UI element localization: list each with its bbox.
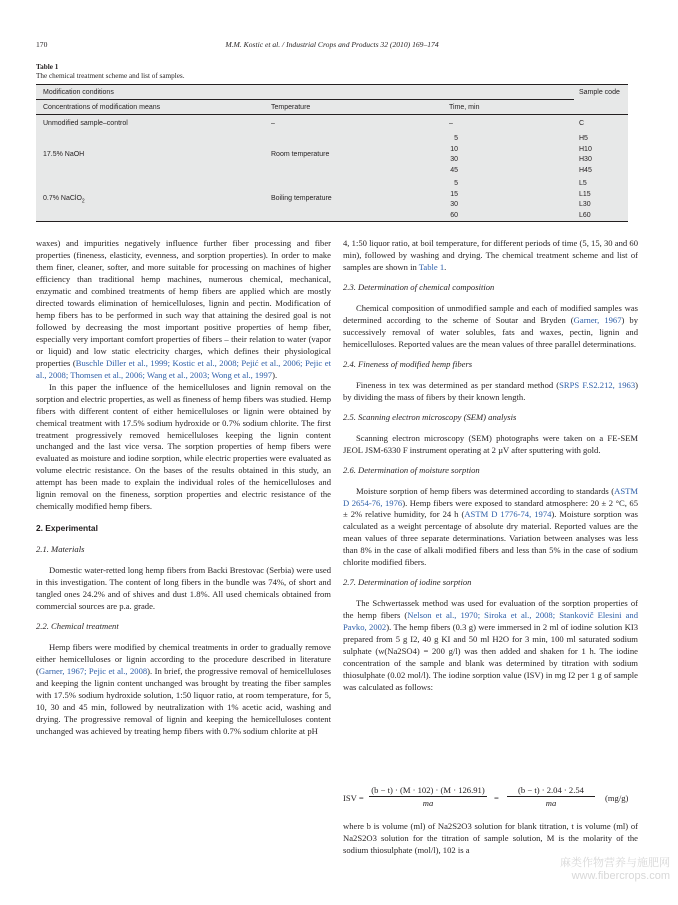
table-cell: L30 xyxy=(579,201,591,209)
table-cell: 5 xyxy=(454,135,458,142)
subsection-heading: 2.4. Fineness of modified hemp fibers xyxy=(343,358,473,369)
section-heading: 2. Experimental xyxy=(36,523,98,534)
subsection-heading: 2.6. Determination of moisture sorption xyxy=(343,464,480,475)
left-column xyxy=(36,238,331,738)
table-cell: H30 xyxy=(579,156,592,164)
table-cell: H10 xyxy=(579,145,592,153)
table-cell: 5 xyxy=(454,180,458,187)
formula-denominator: ma xyxy=(422,798,434,808)
formula-numerator: (b − t) · 2.04 · 2.54 xyxy=(507,785,595,797)
table-cell: H45 xyxy=(579,166,592,174)
paragraph: Scanning electron microscopy (SEM) photographs were taken on a FE-SEM JEOL JSM-6330 F instrument operating at 2 µV after sputtering with gold. xyxy=(343,432,638,455)
table-cell: 60 xyxy=(450,211,458,219)
formula-unit: (mg/g) xyxy=(605,793,629,803)
table-link[interactable]: Table 1 xyxy=(418,261,445,272)
journal-citation: M.M. Kostic et al. / Industrial Crops and Products 32 (2010) 169–174 xyxy=(225,40,439,49)
paragraph: 4, 1:50 liquor ratio, at boil temperature, for different periods of time (5, 15, 30 and 60 min), followed by washing and drying. The chemical treatment scheme and list of samples are shown in Table 1. xyxy=(343,238,638,272)
subsection-heading: 2.7. Determination of iodine sorption xyxy=(343,577,472,588)
table-cell: Boiling temperature xyxy=(271,195,332,202)
citation-link[interactable]: Garner, 1967; Pejic et al., 2008 xyxy=(38,666,148,676)
table-cell: Room temperature xyxy=(271,151,330,158)
table-cell: L15 xyxy=(579,190,591,198)
table-cell: 30 xyxy=(450,156,458,164)
watermark xyxy=(560,857,670,883)
right-column-tail xyxy=(343,821,638,857)
formula-equals: = xyxy=(494,793,499,803)
subsection-heading: 2.2. Chemical treatment xyxy=(36,621,119,632)
watermark-line: www.fibercrops.com xyxy=(571,870,670,882)
paragraph: Hemp fibers were modified by chemical treatments in order to gradually remove either hemicelluloses or lignin according to the procedure described in literature (Garner, 1967; Pejic et al., 2008). In brief, the progressive removal of hemicelluloses and keeping the lignin content unchanged was brought by treating the fiber samples with 17.5% sodium hydroxide solution, 1:50 liquor ratio, at room temperature, for 5, 10, 30 and 45 min, followed by neutralization with 1% acetic acid, washing and drying. The progressive removal of lignin and keeping the hemicelluloses content unchanged was achieved by treating hemp fibers with 0.7% sodium chlorite at pH xyxy=(36,642,331,736)
table-group-header: Modification conditions xyxy=(43,89,114,96)
formula-lhs: ISV = xyxy=(343,793,364,803)
table-col-header: Time, min xyxy=(449,104,480,111)
running-header xyxy=(36,40,628,52)
formula-numerator: (b − t) · (M · 102) · (M · 126.91) xyxy=(369,785,487,797)
paragraph: Chemical composition of unmodified sample and each of modified samples was determined according to the scheme of Soutar and Bryden (Garner, 1967) by successively removal of water solubles, fats and waxes, pectin, lignin and hemicelluloses. Reported values are the mean values of three parallel determinations. xyxy=(343,302,638,349)
table-rule-group xyxy=(36,99,574,100)
table-cell: 17.5% NaOH xyxy=(43,151,85,158)
table-cell: L5 xyxy=(579,180,587,187)
paragraph: waxes) and impurities negatively influence further fiber processing and fiber properties (fineness, elasticity, evenness, and sorption properties). In order to make them finer, cleaner, softer, and more suitable for processing on machines of higher efficiency than traditional hemp machines, numerous chemical, mechanical, enzymatic and combined treatments of hemp fibers are applied which are mostly directed towards elimination of hemicelluloses, lignin and pectin. Modification of hemp fibers has to be performed in such way that attaining the desired goal is not followed by decreasing the most important positive properties of hemp fiber, especially very important comfort properties of fibers – their relation to water (vapor or liquid) and low static electricity charges, which defines their physiological properties (Buschle Diller et al., 1999; Kostic et al., 2008; Pejić et al., 2006; Pejic et al., 2008; Thomsen et al., 2006; Wang et al., 2003; Wong et al., 1997). xyxy=(36,238,331,380)
table-caption: The chemical treatment scheme and list of samples. xyxy=(36,72,185,80)
table-cell: 10 xyxy=(450,145,458,153)
formula-fraction-2 xyxy=(507,785,595,808)
table-cell: – xyxy=(271,120,275,127)
subsection-heading: 2.3. Determination of chemical composition xyxy=(343,281,495,292)
paragraph: where b is volume (ml) of Na2S2O3 solution for blank titration, t is volume (ml) of Na2S2O3 solution for the titration of sample solution, M is the molarity of the sodium thiosulphate (mol/l), 102 is a xyxy=(343,821,638,855)
table-rule-header xyxy=(36,114,628,115)
table-cell: 0.7% NaClO$_2$ xyxy=(43,195,85,205)
table-col-header: Temperature xyxy=(271,104,311,111)
subsection-heading: 2.5. Scanning electron microscopy (SEM) analysis xyxy=(343,411,517,422)
table-rule-bottom xyxy=(36,221,628,222)
table-cell: 45 xyxy=(450,166,458,174)
table-cell: 15 xyxy=(450,190,458,198)
table-cell: H5 xyxy=(579,135,588,142)
table-rule-top xyxy=(36,84,628,85)
table-cell: Unmodified sample–control xyxy=(43,120,128,127)
table-col-header: Concentrations of modification means xyxy=(43,104,161,111)
subsection-heading: 2.1. Materials xyxy=(36,544,85,555)
table-title: Table 1 xyxy=(36,63,59,71)
watermark-line: 麻类作物营养与施肥网 xyxy=(560,857,670,869)
citation-link[interactable]: Garner, 1967 xyxy=(573,314,622,325)
citation-link[interactable]: Nelson et al., 1970; Siroka et al., 2008; Stankovič Elesini and Pavko, 2002 xyxy=(343,610,638,633)
formula-fraction-1 xyxy=(369,785,487,808)
citation-link[interactable]: ASTM D 2654-76, 1976 xyxy=(343,485,638,508)
page-number: 170 xyxy=(36,40,48,49)
paragraph: Fineness in tex was determined as per standard method (SRPS F.S2.212, 1963) by dividing the mass of fibers by their known length. xyxy=(343,379,638,402)
table-sample-code-header: Sample code xyxy=(579,89,620,96)
paragraph: Moisture sorption of hemp fibers was determined according to standards (ASTM D 2654-76, 1976). Hemp fibers were exposed to standard atmosphere: 20 ± 2 °C, 65 ± 2% relative humidity, for 24 h (ASTM D 1776-74, 1974). Moisture sorption was calculated as a weight percentage of absolute dry material. Reported values are the mean values of three separate determinations. Variation between analyses was less than 8% in the case of alkali modified fibers and less than 5% in the case of sodium chlorite modified fibers. xyxy=(343,485,638,568)
table-cell: 30 xyxy=(450,201,458,209)
formula-denominator: ma xyxy=(545,798,557,808)
citation-link[interactable]: ASTM D 1776-74, 1974 xyxy=(464,509,552,520)
paragraph: The Schwertassek method was used for evaluation of the sorption properties of the hemp fibers (Nelson et al., 1970; Siroka et al., 2008; Stankovič Elesini and Pavko, 2002). The hemp fibers (0.3 g) were immersed in 2 ml of iodine solution KI3 prepared from 5 g I2, 40 g KI and 50 ml H2O for 3 min, 100 ml saturated sodium sulphate (w(Na2SO4) = 200 g/l) was then added and shaken for 1 h. The iodine concentration of the sample and blank was determined by titration with sodium thiosulphate (0.02 mol/l). The iodine sorption value (ISV) in mg I2 per 1 g of sample was calculated as follows: xyxy=(343,598,638,693)
right-column xyxy=(343,238,638,694)
citation-link[interactable]: Buschle Diller et al., 1999; Kostic et al., 2008; Pejić et al., 2006; Pejic et al., 2008; Thomsen et al., 2006; Wang et al., 2003; Wong et al., 1997 xyxy=(36,357,331,380)
table-cell: L60 xyxy=(579,211,591,219)
paragraph: Domestic water-retted long hemp fibers from Backi Brestovac (Serbia) were used in this investigation. The content of long fibers in the bundle was 74%, of short and tangled ones 24.2% and of shives and dust 1.8%. All used chemicals obtained from commercial sources are p.a. grade. xyxy=(36,565,331,612)
citation-link[interactable]: SRPS F.S2.212, 1963 xyxy=(559,379,636,390)
table-cell: – xyxy=(449,120,453,127)
paragraph: In this paper the influence of the hemicelluloses and lignin removal on the sorption and electric properties, as well as fineness of hemp fibers was studied. Hemp fibers with different content of either hemicelluloses or lignin were obtained by chemical treatment with 17.5% sodium hydroxide or 0.7% sodium chlorite. The first treatment progressively removed hemicelluloses keeping the lignin content unchanged and the last vice versa. The sorption properties of hemp fibers were evaluated as moisture and iodine sorption, while electric properties were evaluated as volume electric resistance. On the bases of the results obtained in this study, an attempt has been made to explain the individual roles of the hemicelluloses and lignin removal on the fineness, sorption properties and electric resistance of the chemically modified hemp fibers. xyxy=(36,381,331,512)
table-cell: C xyxy=(579,120,585,127)
isv-formula xyxy=(343,785,638,815)
